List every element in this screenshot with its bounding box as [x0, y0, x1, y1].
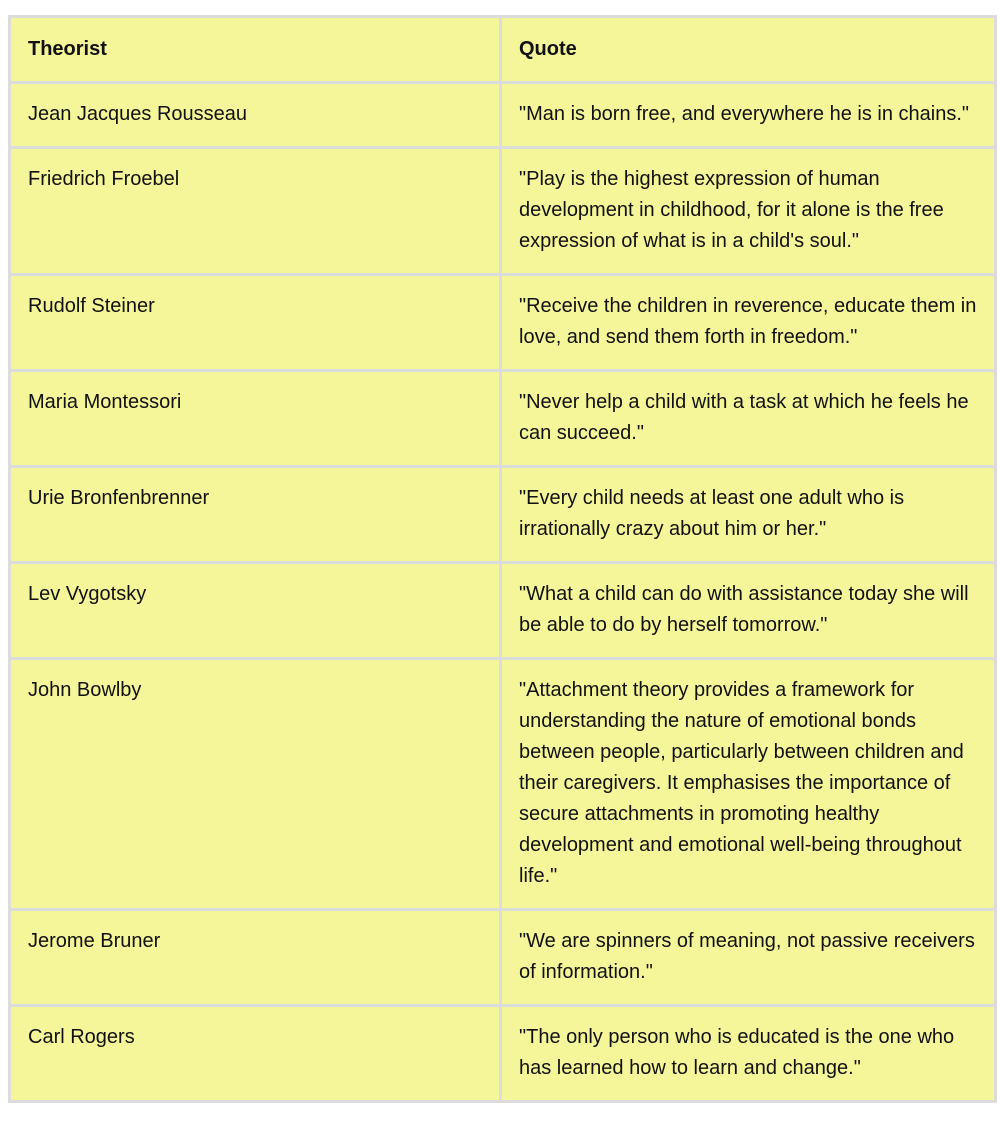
theorist-cell: John Bowlby — [10, 659, 501, 910]
table-row — [10, 148, 996, 275]
quote-cell: "Attachment theory provides a framework for understanding the nature of emotional bonds between people, particularly between children and their caregivers. It emphasises the importance of secure attachments in promoting healthy development and emotional well-being throughout life." — [501, 659, 996, 910]
table-row — [10, 371, 996, 467]
quote-cell: "Every child needs at least one adult who is irrationally crazy about him or her." — [501, 467, 996, 563]
theorist-quote-table-container — [8, 15, 994, 1103]
table-row — [10, 563, 996, 659]
quote-cell: "Never help a child with a task at which he feels he can succeed." — [501, 371, 996, 467]
quote-cell: "Man is born free, and everywhere he is in chains." — [501, 83, 996, 148]
theorist-cell: Rudolf Steiner — [10, 275, 501, 371]
table-row — [10, 659, 996, 910]
table-row — [10, 275, 996, 371]
quote-cell: "Receive the children in reverence, educate them in love, and send them forth in freedom." — [501, 275, 996, 371]
quote-cell: "We are spinners of meaning, not passive receivers of information." — [501, 910, 996, 1006]
header-theorist: Theorist — [10, 17, 501, 83]
theorist-cell: Carl Rogers — [10, 1006, 501, 1102]
table-row — [10, 1006, 996, 1102]
theorist-cell: Maria Montessori — [10, 371, 501, 467]
theorist-cell: Friedrich Froebel — [10, 148, 501, 275]
theorist-cell: Jerome Bruner — [10, 910, 501, 1006]
table-header-row — [10, 17, 996, 83]
table-row — [10, 910, 996, 1006]
theorist-cell: Urie Bronfenbrenner — [10, 467, 501, 563]
header-quote: Quote — [501, 17, 996, 83]
quote-cell: "Play is the highest expression of human development in childhood, for it alone is the free expression of what is in a child's soul." — [501, 148, 996, 275]
quote-cell: "The only person who is educated is the one who has learned how to learn and change." — [501, 1006, 996, 1102]
theorist-quote-table — [8, 15, 997, 1103]
theorist-cell: Lev Vygotsky — [10, 563, 501, 659]
table-row — [10, 83, 996, 148]
theorist-cell: Jean Jacques Rousseau — [10, 83, 501, 148]
table-row — [10, 467, 996, 563]
quote-cell: "What a child can do with assistance today she will be able to do by herself tomorrow." — [501, 563, 996, 659]
